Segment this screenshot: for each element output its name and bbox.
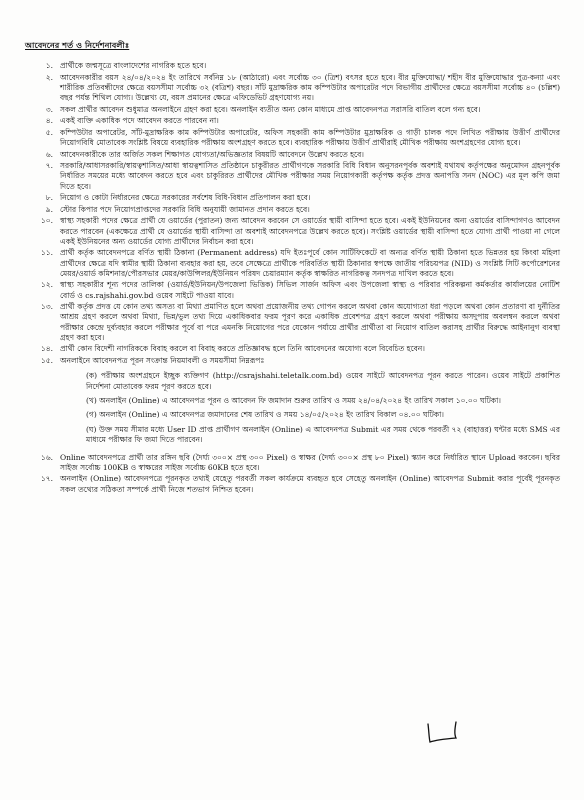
item-text: অনলাইন (Online) আবেদনপত্রে পূরনকৃত তথ্যই যেহেতু পরবর্তী সকল কার্যক্রমে ব্যবহৃত হবে সেহেতু অনলাইন (Online) আবেদপত্র Submit করার পূর্বেই পূরনকৃত সকল তথ্যের সঠিকতা সম্পর্কে প্রার্থী নিজে শতভাগ নিশ্চিত হবেন। bbox=[60, 474, 560, 494]
list-item bbox=[22, 73, 560, 104]
item-text: প্রার্থী কোন বিদেশী নাগরিককে বিবাহ করলে বা বিবাহ করতে প্রতিজ্ঞাবদ্ধ হলে তিনি আবেদনের অযোগ্য বলে বিবেচিত হবেন। bbox=[60, 344, 425, 354]
item-text: সরকারি/আধাসরকারি/স্বায়ত্বশাসিত/আধা স্বায়ত্বশাসিত প্রতিষ্ঠানে চাকুরীরত প্রার্থীগণকে সরকারি বিধি বিধান অনুসরনপূর্বক অবশ্যই যথাযথ কর্তৃপক্ষের অনুমোদন গ্রহনপূর্বক নির্ধারিত সময়ের মধ্যে আবেদন করতে হবে এবং চাকুরিরত প্রার্থীদের মৌখিক পরীক্ষার সময় নিয়োগকারী কর্তৃপক্ষ কর্তৃক প্রদত্ত অনাপত্তি সনদ (NOC) এর মূল কপি জমা দিতে হবে। bbox=[60, 161, 560, 191]
item-number: ১০. bbox=[40, 216, 53, 226]
list-item bbox=[22, 302, 560, 343]
item-number: ২. bbox=[45, 72, 53, 82]
list-item bbox=[22, 105, 560, 115]
sub-item: (ঘ) উক্ত সময় সীমার মধ্যে User ID প্রাপ্ত প্রার্থীগণ অনলাইন (Online) এ আবেদনপত্র Submit এর সময় থেকে পরবর্তী ৭২ (বাহাত্তর) ঘন্টার মধ্যে SMS এর মাধ্যমে পরীক্ষার ফি জমা দিতে পারবেন। bbox=[86, 424, 560, 445]
item-number: ১১. bbox=[40, 248, 53, 258]
item-text: স্টোর কিপার পদে নিয়োগপ্রাপ্তদের সরকারি বিধি অনুযায়ী জামানত প্রদান করতে হবে। bbox=[60, 204, 310, 214]
item-number: ১. bbox=[45, 61, 53, 70]
signature-mark bbox=[424, 716, 460, 746]
list-item bbox=[22, 453, 560, 473]
list-item bbox=[22, 116, 560, 126]
sub-item: (খ) অনলাইন (Online) এ আবেদনপত্র পূরন ও আবেদন ফি জমাদান শুরুর তারিখ ও সময় ২৪/০৪/২০২৪ ইং তারিখ সকাল ১০.০০ ঘটিকা। bbox=[86, 395, 501, 405]
conditions-list bbox=[22, 61, 560, 366]
list-item bbox=[22, 193, 560, 203]
conditions-list-tail bbox=[22, 453, 560, 495]
item-text: প্রার্থী কর্তৃক প্রদত্ত যে কোন তথ্য অসত্য বা মিথ্যা প্রমাণিত হলে অথবা প্রয়োজনীয় তথ্য গোপন করলে অথবা কোন অযোগ্যতা ধরা পড়লে অথবা কোন প্রতারণা বা দুর্নীতির আশ্রয় গ্রহণ করলে অথবা মিথ্যা, ভিন্ন/ভুল তথ্য দিয়ে একাধিকবার ফরম পূরণ করে একাধিক প্রবেশপত্র গ্রহণ করলে অথবা পরীক্ষায় অসদুপায় অবলম্বন করলে অথবা পরীক্ষার কেন্দ্রে দুর্ব্যবহার করলে পরীক্ষার পূর্বে বা পরে এমনকি নিয়োগের পরে যেকোন পর্যায়ে প্রার্থীর প্রার্থীতা বা নিয়োগ বাতিল করাসহ প্রার্থীর বিরুদ্ধে আইনানুগ ব্যবস্থা গ্রহণ করা হবে। bbox=[60, 302, 560, 342]
item-text: প্রার্থী কর্তৃক আবেদনপত্রে বর্ণিত স্থায়ী ঠিকানা (Permanent address) যদি ইতঃপূর্বে কোন সার্টিফিকেটে বা অন্যত্র বর্ণিত স্থায়ী ঠিকানা হতে ভিন্নতর হয় কিংবা মহিলা প্রার্থীদের ক্ষেত্রে যদি স্বামীর স্থায়ী ঠিকানা ব্যবহার করা হয়, তবে সেক্ষেত্রে প্রার্থীকে পরিবর্তিত স্থায়ী ঠিকানার স্বপক্ষে জাতীয় পরিচয়পত্র (NID) ও সংশ্লিষ্ট সিটি কর্পোরেশনের মেয়র/ওয়ার্ড কমিশনার/পৌরসভার মেয়র/কাউন্সিলর/ইউনিয়ন পরিষদ চেয়ারম্যান কর্তৃক স্বাক্ষরিত নাগরিকত্ব সনদপত্র দাখিল করতে হবে। bbox=[60, 248, 560, 278]
item-number: ১৩. bbox=[40, 302, 53, 312]
list-item bbox=[22, 280, 560, 300]
list-item bbox=[22, 128, 560, 148]
online-instructions bbox=[86, 371, 560, 445]
list-item bbox=[22, 61, 560, 71]
sub-item: (ক) পরীক্ষায় অংশগ্রহনে ইচ্ছুক ব্যক্তিগণ (http://csrajshahi.teletalk.com.bd) ওয়েব সাইটে আবেদনপত্র পূরন করতে পারেন। ওয়েব সাইটে প্রকাশিত নির্দেশনা মোতাবেক ফরম পূরণ করতে হবে। bbox=[86, 371, 560, 391]
list-item bbox=[22, 248, 560, 279]
list-item bbox=[22, 356, 560, 366]
item-number: ১৫. bbox=[40, 355, 53, 365]
list-item bbox=[22, 150, 560, 160]
item-text: প্রার্থীকে জন্মসূত্রে বাংলাদেশের নাগরিক হতে হবে। bbox=[60, 61, 207, 70]
item-text: Online আবেদনপত্রে প্রার্থী তার রঙ্গিন ছবি (দৈর্ঘ্য ৩০০× প্রস্থ ৩০০ Pixel) ও স্বাক্ষর (দৈর্ঘ্য ৩০০× প্রস্থ ৮০ Pixel) স্ক্যান করে নির্ধারিত স্থানে Upload করবেন। ছবির সাইজ সর্বোচ্চ 100KB ও স্বাক্ষরের সাইজ সর্বোচ্চ 60KB হতে হবে। bbox=[60, 452, 560, 472]
item-number: ৮. bbox=[45, 193, 53, 203]
item-number: ৫. bbox=[45, 127, 53, 137]
item-text: আবেদনকারীর বয়স ২৪/০৪/২০২৪ ইং তারিখে সর্বনিম্ন ১৮ (আঠারো) এবং সর্বোচ্চ ৩০ (ত্রিশ) বৎসর হতে হবে। বীর মুক্তিযোদ্ধা/ শহীদ বীর মুক্তিযোদ্ধার পুত্র-কন্যা এবং শারীরিক প্রতিবন্ধীদের ক্ষেত্রে বয়সসীমা সর্বোচ্চ ৩২ (বত্রিশ) বছর। সাঁট মুদ্রাক্ষরিক কাম কম্পিউটার অপারেটর পদে বিভাগীয় প্রার্থীদের ক্ষেত্রে বয়সসীমা সর্বোচ্চ ৪০ (চল্লিশ) বছর পর্যন্ত শিথিল যোগ্য। উল্লেখ্য যে, বয়স প্রমানের ক্ষেত্রে এফিডেভিট গ্রহণযোগ্য নয়। bbox=[60, 72, 560, 102]
item-number: ৩. bbox=[45, 104, 53, 114]
item-text: কম্পিউটার অপারেটর, সাঁট-মুদ্রাক্ষরিক কাম কম্পিউটার অপারেটর, অফিস সহকারী কাম কম্পিউটার মুদ্রাক্ষরিক ও গাড়ী চালক পদে লিখিত পরীক্ষায় উত্তীর্ণ প্রার্থীদের নিয়োগবিধি মোতাবেক সংশ্লিষ্ট বিষয়ে ব্যবহারিক পরীক্ষায় অংশগ্রহণ করতে হবে। ব্যবহারিক পরীক্ষায় উত্তীর্ণ প্রার্থীরাই মৌখিক পরীক্ষায় অংশগ্রহণের যোগ্য হবে। bbox=[60, 127, 560, 147]
item-text: নিয়োগ ও কোটা নির্ধারনের ক্ষেত্রে সরকারের সর্বশেষ বিধি-বিধান প্রতিপালন করা হবে। bbox=[60, 193, 311, 203]
item-text: আবেদনকারীকে তার অর্জিত সকল শিক্ষাগত যোগ্যতা/অভিজ্ঞতার বিষয়টি আবেদনে উল্লেখ করতে হবে। bbox=[60, 149, 364, 159]
item-number: ৪. bbox=[45, 116, 53, 126]
item-number: ১৪. bbox=[40, 344, 53, 354]
item-number: ১৬. bbox=[40, 452, 53, 462]
item-number: ৬. bbox=[45, 149, 53, 159]
item-number: ৯. bbox=[45, 204, 53, 214]
list-item bbox=[22, 205, 560, 215]
item-text: অনলাইনে আবেদনপত্র পূরন সংক্রান্ত নিয়মাবলী ও সময়সীমা নিম্নরূপঃ bbox=[60, 355, 265, 365]
item-number: ১২. bbox=[40, 280, 53, 290]
item-number: ৭. bbox=[45, 161, 53, 171]
list-item bbox=[22, 161, 560, 192]
list-item bbox=[22, 474, 560, 494]
item-text: সকল প্রার্থীর আবেদন শুধুমাত্র অনলাইনে গ্রহণ করা হবে। অনলাইন ব্যতীত অন্য কোন মাধ্যমে প্রাপ্ত আবেদনপত্র সরাসরি বাতিল বলে গন্য হবে। bbox=[60, 104, 481, 114]
item-text: স্বাস্থ্য সহকারী পদের ক্ষেত্রে প্রার্থী যে ওয়ার্ডের (পুরাতন) জন্য আবেদন করবেন সে ওয়ার্ডের স্থায়ী বাসিন্দা হতে হবে। একই ইউনিয়নের অন্য ওয়ার্ডের বাসিন্দাগণও আবেদন করতে পারবেন (একক্ষেত্রে প্রার্থী যে ওয়ার্ডের স্থায়ী বাসিন্দা তা অবশ্যই আবেদনপত্রে উল্লেখ করতে হবে)। সংশ্লিষ্ট ওয়ার্ডের স্থায়ী বাসিন্দা হতে যোগ্য প্রার্থী পাওয়া না গেলে একই ইউনিয়নের অন্য ওয়ার্ডের যোগ্য প্রার্থীদের নির্বাচন করা হবে। bbox=[60, 216, 560, 246]
list-item bbox=[22, 216, 560, 247]
section-heading: আবেদনের শর্ত ও নির্দেশনাবলীঃ bbox=[25, 40, 130, 50]
item-text: স্বাস্থ্য সহকারীর শূন্য পদের তালিকা (ওয়ার্ড/ইউনিয়ন/উপজেলা ভিত্তিক) সিভিল সার্জন অফিস এবং উপজেলা স্বাস্থ্য ও পরিবার পরিকল্পনা কর্মকর্তার কার্যালয়ের নোটিশ বোর্ড ও cs.rajshahi.gov.bd ওয়েব সাইটে পাওয়া যাবে। bbox=[60, 280, 560, 300]
sub-item: (গ) অনলাইন (Online) এ আবেদনপত্র জমাদানের শেষ তারিখ ও সময় ১৪/০৫/২০২৪ ইং তারিখ বিকাল ০৪.০০ ঘটিকা। bbox=[86, 410, 444, 420]
list-item bbox=[22, 344, 560, 354]
item-number: ১৭. bbox=[40, 474, 53, 484]
item-text: একই ব্যক্তি একাধিক পদে আবেদন করতে পারবেন না। bbox=[60, 116, 219, 126]
